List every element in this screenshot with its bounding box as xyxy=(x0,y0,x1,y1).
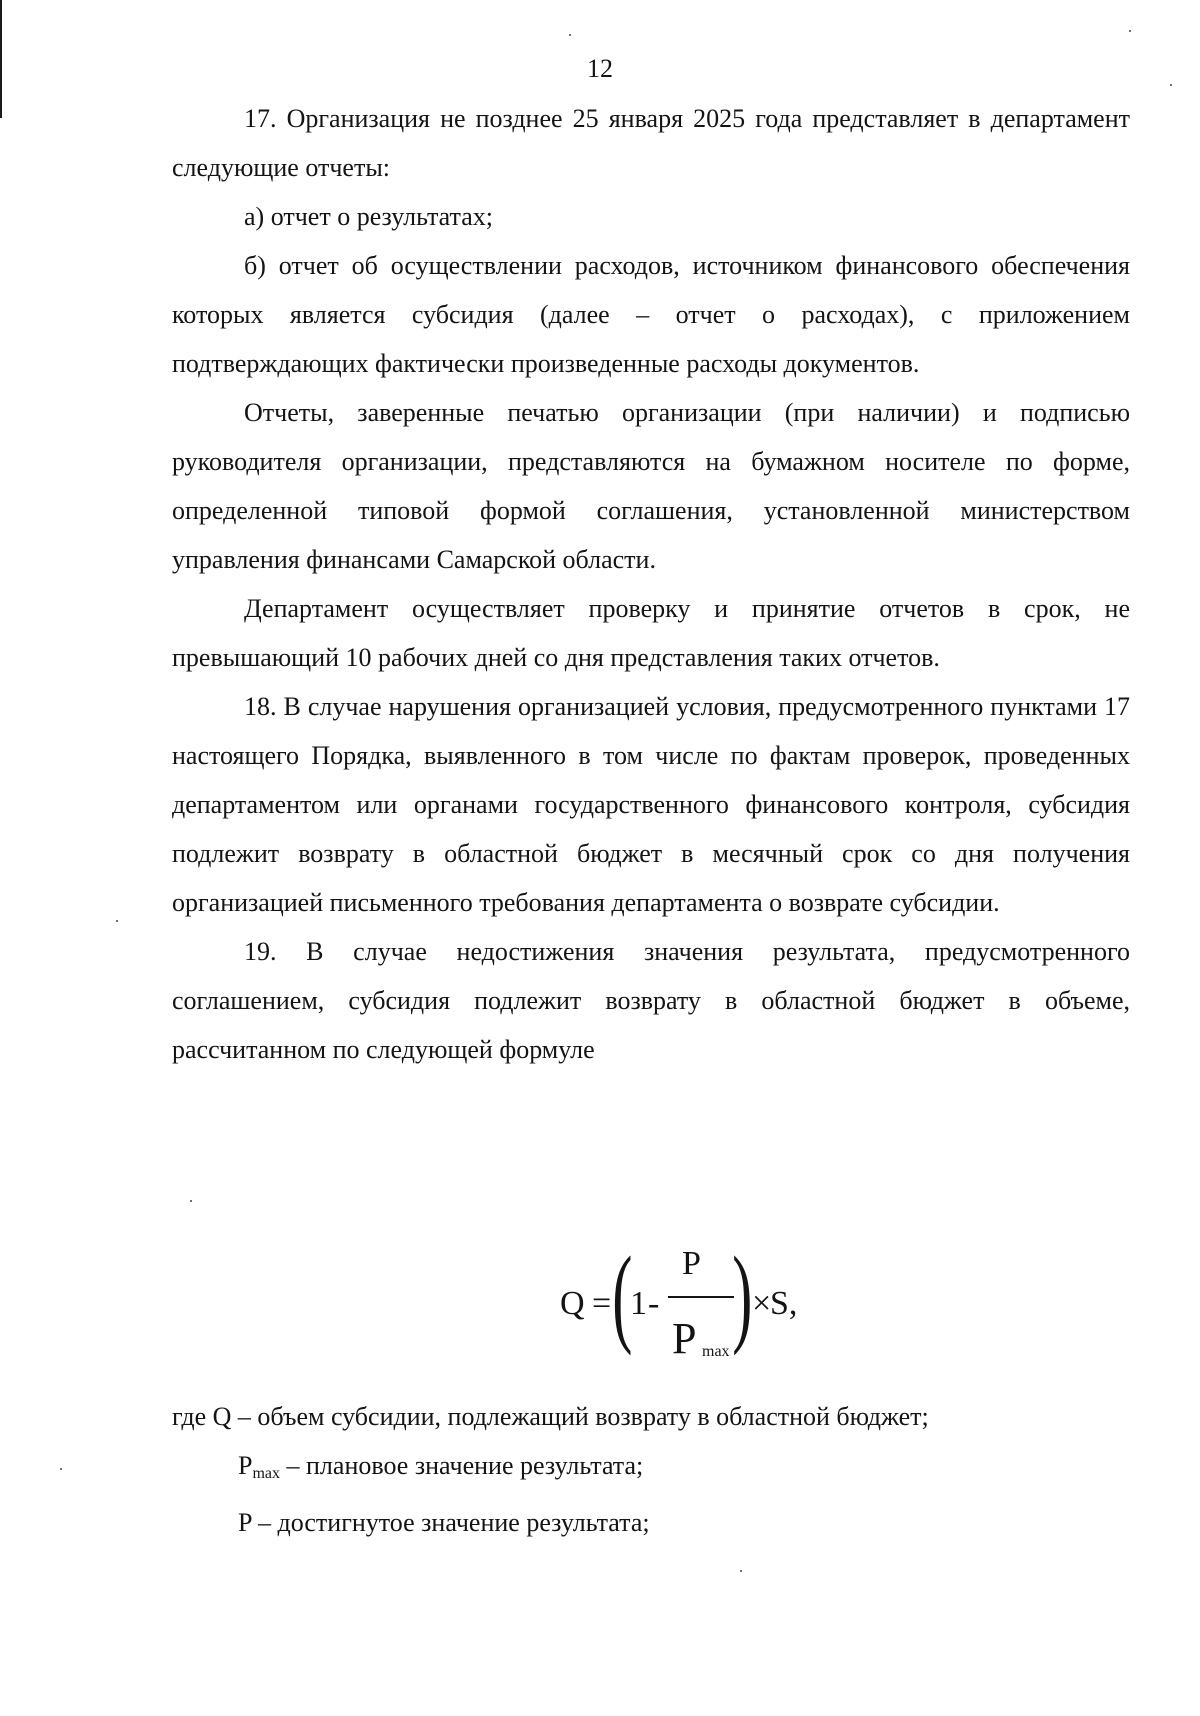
paragraph-18: 18. В случае нарушения организацией условия, предусмотренного пунктами 17 настоящего Порядка, выявленного в том числе по фактам проверок, проведенных департаментом или органами государственного финансового контроля, субсидия подлежит возврату в областной бюджет в месячный срок со дня получения организацией письменного требования департамента о возврате субсидии. xyxy=(172,692,1130,917)
scan-speck xyxy=(569,34,571,36)
paragraph-reports: Отчеты, заверенные печатью организации (при наличии) и подписью руководителя организации, представляются на бумажном носителе по форме, определенной типовой формой соглашения, установленной министерством управления финансами Самарской области. xyxy=(172,398,1130,574)
formula-denominator: P xyxy=(672,1314,697,1363)
scan-speck xyxy=(60,1468,62,1470)
formula-denominator-subscript: max xyxy=(702,1343,730,1360)
definition-pmax-symbol: P xyxy=(238,1451,253,1480)
paragraph-19: 19. В случае недостижения значения результата, предусмотренного соглашением, субсидия подлежит возврату в областной бюджет в объеме, рассчитанном по следующей формуле xyxy=(172,937,1130,1064)
formula-block xyxy=(0,1235,1200,1375)
scan-speck xyxy=(740,1570,742,1572)
page-number: 12 xyxy=(587,54,613,83)
definition-pmax xyxy=(172,1441,1130,1498)
paragraph-17: 17. Организация не позднее 25 января 2025 года представляет в департамент следующие отчеты: xyxy=(172,104,1130,182)
scan-speck xyxy=(1129,30,1131,32)
scan-speck xyxy=(190,1200,192,1202)
formula-lhs: Q xyxy=(560,1285,585,1322)
definition-pmax-subscript: max xyxy=(252,1465,281,1482)
formula-paren-left: ( xyxy=(612,1234,633,1356)
formula-fraction-bar xyxy=(668,1296,734,1298)
formula-factor: S, xyxy=(770,1285,798,1322)
definition-pmax-text: – плановое значение результата; xyxy=(280,1451,644,1480)
definition-p xyxy=(172,1498,1130,1547)
formula-numerator: P xyxy=(682,1245,701,1282)
paragraph-17a: а) отчет о результатах; xyxy=(244,202,493,231)
paragraph-department-check: Департамент осуществляет проверку и принятие отчетов в срок, не превышающий 10 рабочих дней со дня представления таких отчетов. xyxy=(172,594,1130,672)
formula-equals: = xyxy=(592,1285,612,1322)
formula-paren-right: ) xyxy=(732,1234,753,1356)
definition-p-text: – достигнутое значение результата; xyxy=(251,1508,650,1537)
formula-one: 1 xyxy=(630,1285,647,1322)
definition-p-symbol: P xyxy=(238,1508,252,1537)
formula-minus: - xyxy=(648,1285,660,1322)
formula-times: × xyxy=(752,1285,772,1322)
definition-q xyxy=(172,1392,1130,1441)
document-body xyxy=(172,94,1130,1074)
scan-speck xyxy=(116,920,118,922)
scan-speck xyxy=(1170,84,1172,86)
definition-q-text: – объем субсидии, подлежащий возврату в областной бюджет; xyxy=(231,1402,929,1431)
definition-q-symbol: где Q xyxy=(172,1402,232,1431)
paragraph-17b: б) отчет об осуществлении расходов, источником финансового обеспечения которых является субсидия (далее – отчет о расходах), с приложением подтверждающих фактически произведенные расходы документов. xyxy=(172,251,1130,378)
formula-definitions xyxy=(172,1392,1130,1547)
